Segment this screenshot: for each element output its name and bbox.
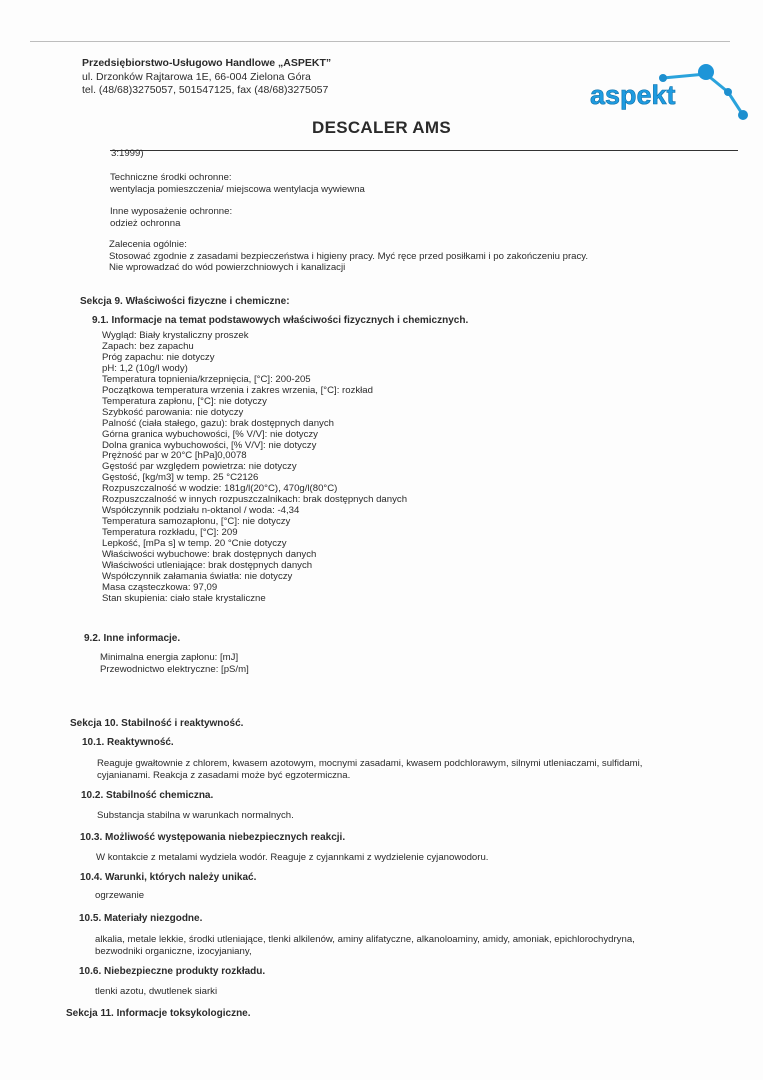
property-item: Temperatura rozkładu, [°C]: 209 <box>102 527 238 539</box>
property-item: pH: 1,2 (10g/l wody) <box>102 362 188 374</box>
property-item: Współczynnik załamania światła: nie dotyczy <box>102 570 293 582</box>
section-10-title: Sekcja 10. Stabilność i reaktywność. <box>70 718 244 729</box>
property-item: Początkowa temperatura wrzenia i zakres wrzenia, [°C]: rozkład <box>102 384 373 396</box>
incompatible-line-1: alkalia, metale lekkie, środki utleniające, tlenki alkilenów, aminy alifatyczne, alkanoloaminy, amidy, amoniak, epichlorochydryna, <box>95 934 635 945</box>
electrical-conductivity: Przewodnictwo elektryczne: [pS/m] <box>100 663 249 675</box>
reactivity-line-2: cyjanianami. Reakcja z zasadami może być egzotermiczna. <box>97 769 351 781</box>
section-10-1-title: 10.1. Reaktywność. <box>82 737 174 748</box>
section-9-title: Sekcja 9. Właściwości fizyczne i chemiczne: <box>80 296 290 307</box>
tech-measures-value: wentylacja pomieszczenia/ miejscowa wentylacja wywiewna <box>110 183 365 195</box>
property-item: Stan skupienia: ciało stałe krystaliczne <box>102 592 266 604</box>
general-label: Zalecenia ogólnie: <box>109 239 187 250</box>
property-item: Próg zapachu: nie dotyczy <box>102 351 215 363</box>
property-item: Gęstość par względem powietrza: nie dotyczy <box>102 461 297 473</box>
company-phone: tel. (48/68)3275057, 501547125, fax (48/68)3275057 <box>82 84 329 96</box>
section-10-6-title: 10.6. Niebezpieczne produkty rozkładu. <box>79 966 266 977</box>
tech-measures <box>110 172 365 195</box>
other-equipment-label: Inne wyposażenie ochronne: <box>110 206 233 217</box>
reactivity-line-1: Reaguje gwałtownie z chlorem, kwasem azotowym, mocnymi zasadami, kwasem podchlorawym, silnymi utleniaczami, sulfidami, <box>97 758 643 769</box>
property-item: Szybkość parowania: nie dotyczy <box>102 406 244 418</box>
properties-list <box>102 331 407 605</box>
property-item: Lepkość, [mPa s] w temp. 20 °Cnie dotyczy <box>102 538 287 550</box>
property-item: Współczynnik podziału n-oktanol / woda: -4,34 <box>102 505 300 517</box>
top-rule <box>30 41 730 42</box>
section-10-3-title: 10.3. Możliwość występowania niebezpiecznych reakcji. <box>80 832 346 843</box>
section-9-2-title: 9.2. Inne informacje. <box>84 633 181 644</box>
conditions-avoid-text: ogrzewanie <box>95 890 145 901</box>
decomposition-products-text: tlenki azotu, dwutlenek siarki <box>95 986 218 997</box>
section-10-2-title: 10.2. Stabilność chemiczna. <box>81 790 214 801</box>
company-name: Przedsiębiorstwo-Usługowo Handlowe „ASPEKT” <box>82 57 332 69</box>
company-address: ul. Drzonków Rajtarowa 1E, 66-004 Zielona Góra <box>82 70 311 83</box>
property-item: Prężność par w 20°C [hPa]0,0078 <box>102 450 247 462</box>
property-item: Rozpuszczalność w innych rozpuszczalnikach: brak dostępnych danych <box>102 494 408 506</box>
property-item: Temperatura samozapłonu, [°C]: nie dotyczy <box>102 516 291 528</box>
general-recommendations <box>109 239 588 274</box>
property-item: Zapach: bez zapachu <box>102 340 194 352</box>
min-ignition-energy: Minimalna energia zapłonu: [mJ] <box>100 652 239 663</box>
property-item: Masa cząsteczkowa: 97,09 <box>102 581 218 593</box>
section-10-4-title: 10.4. Warunki, których należy unikać. <box>80 872 257 883</box>
property-item: Właściwości utleniające: brak dostępnych danych <box>102 560 313 572</box>
property-item: Właściwości wybuchowe: brak dostępnych danych <box>102 549 317 561</box>
svg-text:aspekt: aspekt <box>590 80 676 110</box>
document-title: DESCALER AMS <box>312 118 451 137</box>
property-item: Rozpuszczalność w wodzie: 181g/l(20°C), 470g/l(80°C) <box>102 483 338 495</box>
title-rule <box>110 150 738 151</box>
property-item: Gęstość, [kg/m3] w temp. 25 °C2126 <box>102 472 259 484</box>
section-10-5-title: 10.5. Materiały niezgodne. <box>79 913 203 924</box>
section-11-title: Sekcja 11. Informacje toksykologiczne. <box>66 1008 251 1019</box>
property-item: Górna granica wybuchowości, [% V/V]: nie dotyczy <box>102 428 318 440</box>
property-item: Temperatura zapłonu, [°C]: nie dotyczy <box>102 395 267 407</box>
general-line-2: Nie wprowadzać do wód powierzchniowych i kanalizacji <box>109 262 346 274</box>
incompatible-line-2: bezwodniki organiczne, izocyjaniany, <box>95 945 252 957</box>
chemical-stability-text: Substancja stabilna w warunkach normalnych. <box>97 810 294 821</box>
standard-ref: 3:1999) <box>111 148 144 159</box>
general-line-1: Stosować zgodnie z zasadami bezpieczeństwa i higieny pracy. Myć ręce przed posiłkami i po zakończeniu pracy. <box>109 250 589 262</box>
section-9-1-title: 9.1. Informacje na temat podstawowych właściwości fizycznych i chemicznych. <box>92 315 469 326</box>
property-item: Palność (ciała stałego, gazu): brak dostępnych danych <box>102 417 334 429</box>
company-block <box>82 57 331 98</box>
reactivity-text <box>97 758 642 781</box>
property-item: Temperatura topnienia/krzepnięcia, [°C]: 200-205 <box>102 373 311 385</box>
incompatible-materials-text <box>95 934 635 957</box>
other-info-list <box>100 652 249 675</box>
property-item: Dolna granica wybuchowości, [% V/V]: nie dotyczy <box>102 439 317 451</box>
tech-measures-label: Techniczne środki ochronne: <box>110 172 232 183</box>
property-item: Wygląd: Biały krystaliczny proszek <box>102 330 249 341</box>
hazardous-reactions-text: W kontakcie z metalami wydziela wodór. Reaguje z cyjannkami z wydzielenie cyjanowodoru. <box>96 852 489 863</box>
other-equipment <box>110 206 232 229</box>
other-equipment-value: odzież ochronna <box>110 217 181 229</box>
